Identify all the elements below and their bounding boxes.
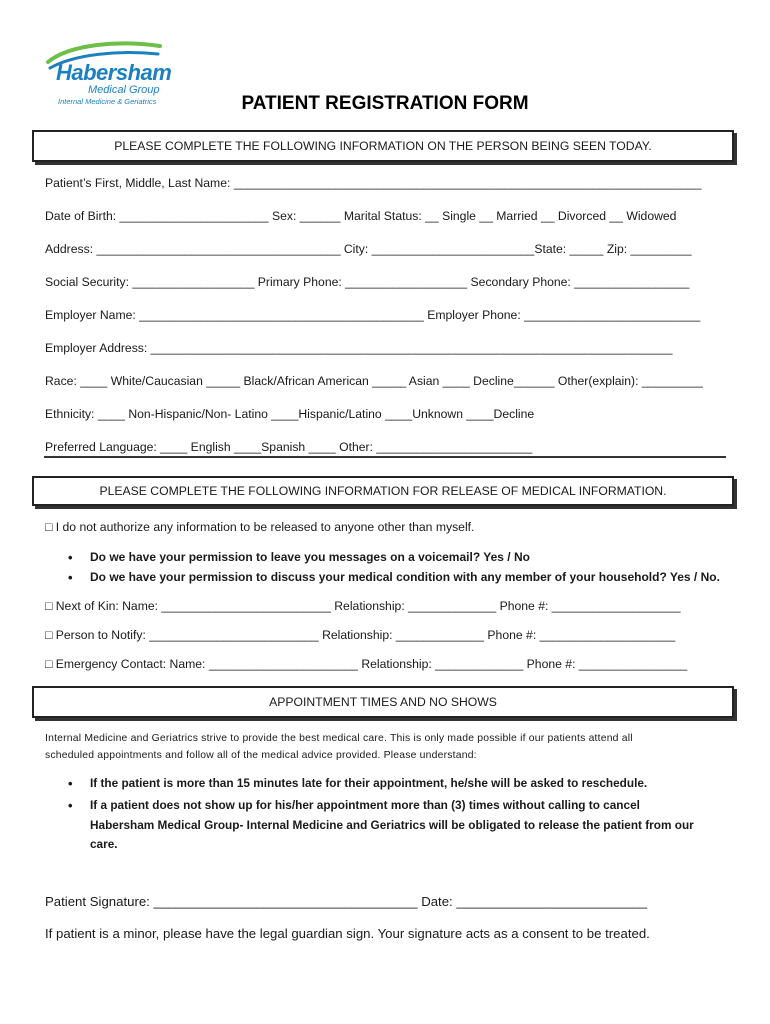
next-of-kin-field[interactable]: □ Next of Kin: Name: _________________________ Relationship: _____________ Phone #: ___________________ [45, 599, 681, 613]
late-policy-item [68, 776, 648, 791]
dob-sex-marital-field[interactable]: Date of Birth: ______________________ Sex: ______ Marital Status: __ Single __ Married __ Divorced __ Widowed [45, 209, 677, 223]
no-show-policy-line-2: Habersham Medical Group- Internal Medicine and Geriatrics will be obligated to release the patient from our [90, 817, 694, 832]
no-show-policy-line-3: care. [90, 837, 118, 851]
section-divider [44, 456, 726, 458]
person-to-notify-field[interactable]: □ Person to Notify: _________________________ Relationship: _____________ Phone #: ____________________ [45, 628, 676, 642]
voicemail-permission-text: Do we have your permission to leave you messages on a voicemail? Yes / No [90, 550, 530, 564]
logo-name: Habersham [56, 60, 172, 85]
no-show-policy-item [68, 796, 694, 855]
ethnicity-field[interactable]: Ethnicity: ____ Non-Hispanic/Non- Latino ____Hispanic/Latino ____Unknown ____Decline [45, 407, 535, 421]
section-banner-release-info [32, 476, 734, 506]
household-permission-text: Do we have your permission to discuss your medical condition with any member of your household? Yes / No. [90, 570, 720, 584]
patient-name-field[interactable]: Patient’s First, Middle, Last Name: _____________________________________________________________________ [45, 176, 702, 190]
section-heading-appointments: APPOINTMENT TIMES AND NO SHOWS [269, 695, 497, 709]
policy-line-1: Internal Medicine and Geriatrics strive to provide the best medical care. This is only made possible if our patients attend all [45, 733, 633, 744]
employer-name-field[interactable]: Employer Name: __________________________________________ Employer Phone: __________________________ [45, 308, 701, 322]
employer-address-field[interactable]: Employer Address: _____________________________________________________________________________ [45, 341, 673, 355]
bullet-icon: • [68, 798, 73, 813]
race-field[interactable]: Race: ____ White/Caucasian _____ Black/African American _____ Asian ____ Decline______ Other(explain): _________ [45, 374, 703, 388]
bullet-icon: • [68, 776, 73, 791]
bullet-icon: • [68, 550, 73, 565]
policy-line-2: scheduled appointments and follow all of the medical advice provided. Please understand: [45, 750, 477, 761]
section-heading-patient-info: PLEASE COMPLETE THE FOLLOWING INFORMATION ON THE PERSON BEING SEEN TODAY. [114, 139, 652, 153]
page-title: PATIENT REGISTRATION FORM [241, 93, 529, 114]
patient-signature-field[interactable]: Patient Signature: ____________________________________ Date: __________________________ [45, 894, 648, 909]
emergency-contact-field[interactable]: □ Emergency Contact: Name: ______________________ Relationship: _____________ Phone #: ________________ [45, 657, 688, 671]
late-policy-text: If the patient is more than 15 minutes late for their appointment, he/she will be asked to reschedule. [90, 776, 648, 790]
logo-subname: Medical Group [88, 84, 160, 96]
appointment-policy-paragraph [45, 730, 725, 764]
no-authorize-checkbox[interactable]: □ I do not authorize any information to be released to anyone other than myself. [45, 520, 475, 534]
minor-consent-note: If patient is a minor, please have the legal guardian sign. Your signature acts as a consent to be treated. [45, 926, 650, 941]
logo-tagline: Internal Medicine & Geriatrics [58, 97, 157, 106]
section-heading-release-info: PLEASE COMPLETE THE FOLLOWING INFORMATION FOR RELEASE OF MEDICAL INFORMATION. [99, 484, 667, 498]
section-banner-patient-info [32, 130, 734, 162]
voicemail-permission-item[interactable] [68, 550, 530, 565]
no-show-policy-line-1: If a patient does not show up for his/her appointment more than (3) times without calling to cancel [90, 798, 640, 812]
bullet-icon: • [68, 570, 73, 585]
preferred-language-field[interactable]: Preferred Language: ____ English ____Spanish ____ Other: _______________________ [45, 440, 533, 454]
ssn-phone-field[interactable]: Social Security: __________________ Primary Phone: __________________ Secondary Phone: _________________ [45, 275, 690, 289]
address-field[interactable]: Address: ____________________________________ City: ________________________State: _____ Zip: _________ [45, 242, 692, 256]
household-permission-item[interactable] [68, 570, 720, 585]
section-banner-appointments [32, 686, 734, 718]
